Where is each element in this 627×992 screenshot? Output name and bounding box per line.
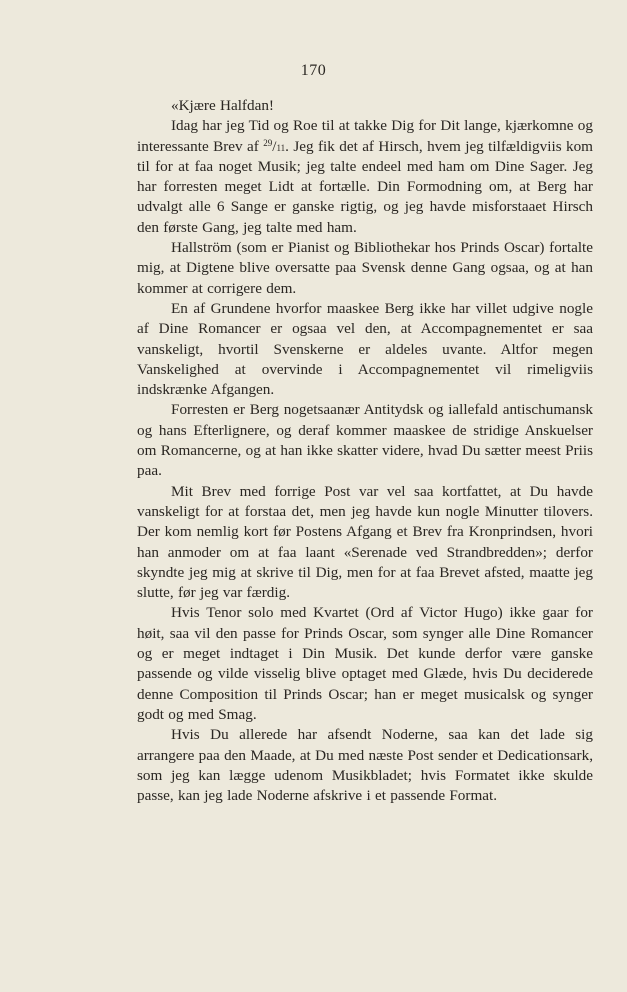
salutation: «Kjære Halfdan!: [171, 97, 274, 114]
paragraph-1: [137, 116, 593, 238]
date-numerator: 29: [263, 137, 273, 148]
paragraph-1-end: . Jeg fik det af Hirsch, hvem jeg tilfældigviis kom til for at faa noget Musik; jeg talte endeel med ham om Dine Sager. Jeg har forresten meget Lidt at fortælle. Din Formodning om, at Berg har udvalgt alle 6 Sange er ganske rigtig, og jeg havde misforstaaet Hirsch den første Gang, jeg talte med ham.: [137, 137, 593, 236]
paragraph-5: Mit Brev med forrige Post var vel saa kortfattet, at Du havde vanskeligt for at forstaa det, men jeg havde kun nogle Minutter tilovers. Der kom nemlig kort før Postens Afgang et Brev fra Kronprindsen, hvori han anmoder om at faa laant «Serenade ved Strandbredden»; derfor skyndte jeg mig at skrive til Dig, men for at faa Brevet afsted, maatte jeg slutte, før jeg var færdig.: [137, 482, 593, 602]
paragraph-4: Forresten er Berg nogetsaanær Antitydsk og iallefald antischumansk og hans Efterlignere, og deraf kommer maaskee de stridige Anskuelser om Romancerne, og at han ikke skatter videre, hvad Du sætter meest Priis paa.: [137, 401, 593, 480]
paragraph-2: Hallström (som er Pianist og Bibliothekar hos Prinds Oscar) fortalte mig, at Digtene blive oversatte paa Svensk denne Gang ogsaa, og at han kommer at corrigere dem.: [137, 239, 593, 297]
paragraph-1-start: Idag har jeg Tid og Roe til at takke Dig for Dit lange, kjærkomne og interessante Brev af: [137, 117, 593, 155]
paragraph-6: Hvis Tenor solo med Kvartet (Ord af Victor Hugo) ikke gaar for høit, saa vil den passe for Prinds Oscar, som synger alle Dine Romancer og er meget indtaget i Din Musik. Det kunde derfor være ganske passende og vilde visselig blive optaget med Glæde, hvis Du deciderede denne Composition til Prinds Oscar; han er meget musicalsk og synger godt og med Smag.: [137, 604, 593, 723]
paragraph-3: En af Grundene hvorfor maaskee Berg ikke har villet udgive nogle af Dine Romancer er ogsaa vel den, at Accompagnementet er saa vanskeligt, hvortil Svenskerne er aldeles uvante. Altfor megen Vanskelighed at overvinde i Accompagnementet vil rimeligviis indskrænke Afgangen.: [137, 299, 593, 399]
paragraph-7: Hvis Du allerede har afsendt Noderne, saa kan det lade sig arrangere paa den Maade, at Du med næste Post sender et Dedicationsark, som jeg kan lægge udenom Musikbladet; hvis Formatet ikke skulde passe, kan jeg lade Noderne afskrive i et passende Format.: [137, 726, 593, 805]
date-denominator: 11: [276, 142, 286, 153]
page-number: 170: [300, 62, 327, 79]
date-slash: /: [272, 137, 277, 155]
letter-body: [137, 96, 593, 806]
